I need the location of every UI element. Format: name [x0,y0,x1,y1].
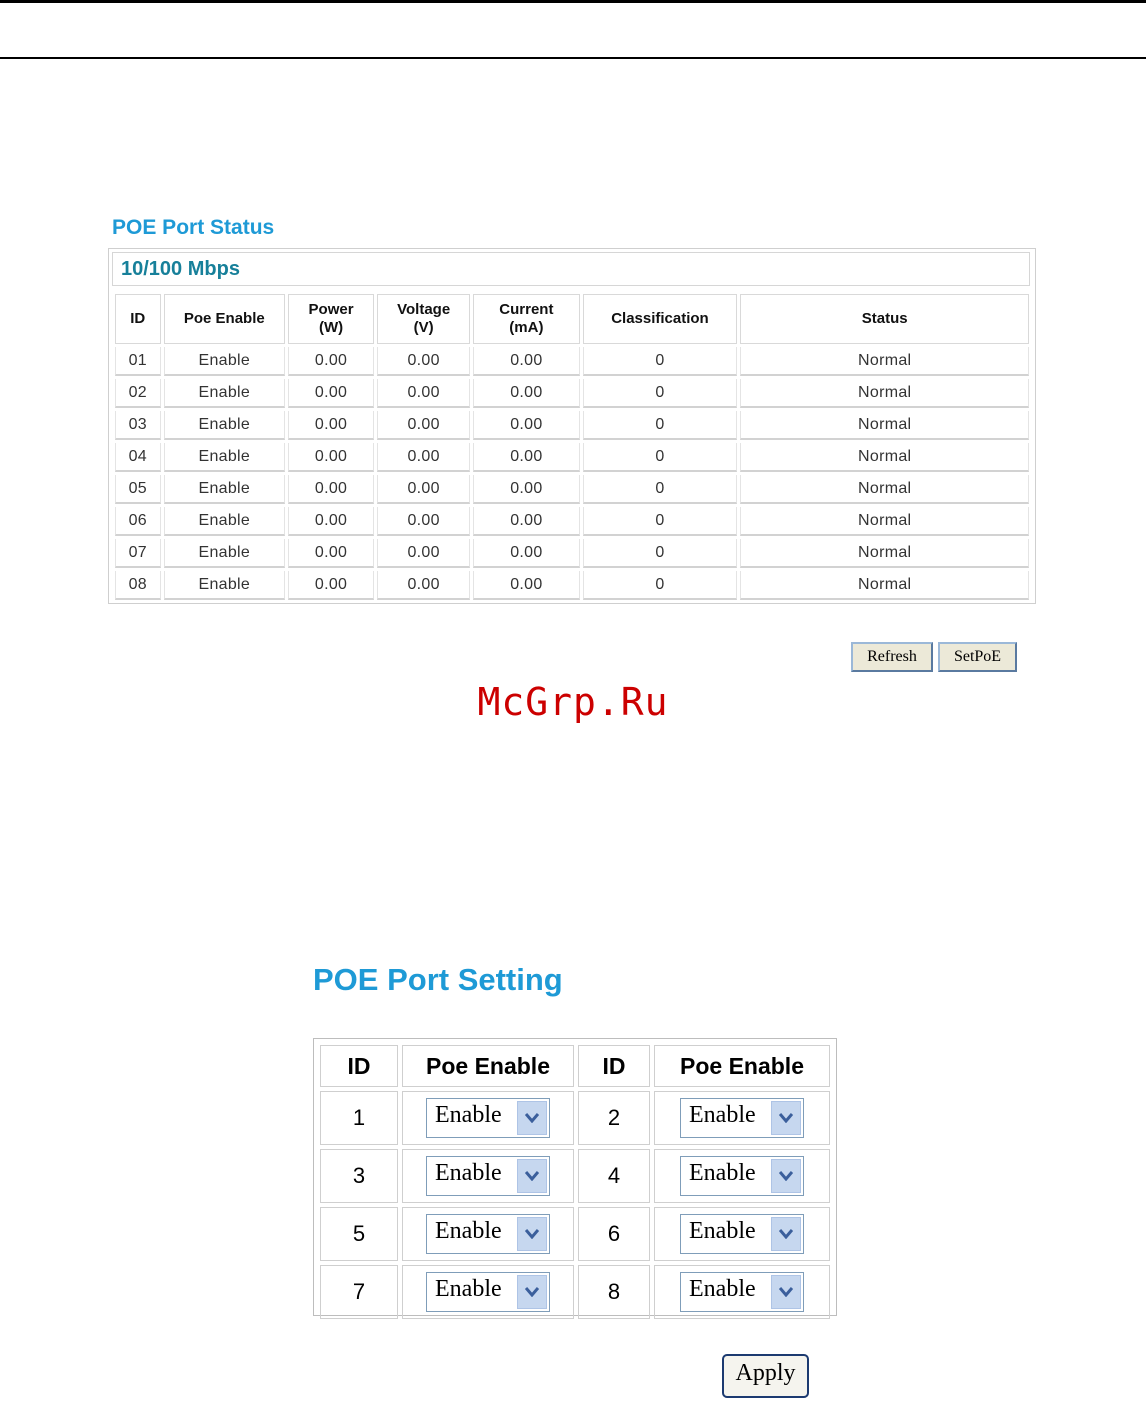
poe-port-status-panel [108,248,1036,604]
table-row [115,411,1029,440]
power-value: 0.00 [288,507,374,536]
column-header-id: ID [320,1045,398,1087]
poe-port-status-title: POE Port Status [112,216,275,239]
table-row [115,443,1029,472]
classification-value: 0 [583,411,738,440]
table-row [320,1091,830,1145]
select-value: Enable [435,1102,502,1128]
port-id: 02 [115,379,161,408]
chevron-down-icon [779,1229,793,1239]
select-arrow-button[interactable] [771,1101,801,1135]
port-id: 2 [578,1091,650,1145]
select-value: Enable [689,1276,756,1302]
classification-value: 0 [583,475,738,504]
current-value: 0.00 [473,443,579,472]
port-id: 06 [115,507,161,536]
voltage-value: 0.00 [377,475,470,504]
port-id: 6 [578,1207,650,1261]
status-value: Normal [740,539,1029,568]
chevron-down-icon [779,1113,793,1123]
poe-enable-cell [402,1149,574,1203]
status-value: Normal [740,475,1029,504]
status-header-row [115,294,1029,344]
chevron-down-icon [525,1171,539,1181]
current-value: 0.00 [473,347,579,376]
select-arrow-button[interactable] [771,1159,801,1193]
port-id: 04 [115,443,161,472]
poe-status-table [112,291,1032,603]
apply-button[interactable]: Apply [722,1354,809,1398]
classification-value: 0 [583,571,738,600]
column-header-power: Power (W) [288,294,374,344]
classification-value: 0 [583,379,738,408]
current-value: 0.00 [473,379,579,408]
table-row [115,475,1029,504]
port-id: 4 [578,1149,650,1203]
power-value: 0.00 [288,443,374,472]
select-value: Enable [435,1276,502,1302]
select-arrow-button[interactable] [517,1159,547,1193]
select-arrow-button[interactable] [517,1275,547,1309]
speed-label: 10/100 Mbps [112,252,1030,286]
poe-enable-select[interactable] [426,1272,550,1312]
poe-enable-value: Enable [164,347,285,376]
chevron-down-icon [525,1229,539,1239]
poe-enable-cell [402,1207,574,1261]
port-id: 03 [115,411,161,440]
select-value: Enable [689,1102,756,1128]
port-id: 7 [320,1265,398,1319]
status-value: Normal [740,347,1029,376]
voltage-value: 0.00 [377,539,470,568]
poe-enable-value: Enable [164,571,285,600]
poe-enable-value: Enable [164,539,285,568]
poe-enable-select[interactable] [680,1098,804,1138]
select-value: Enable [689,1218,756,1244]
poe-enable-select[interactable] [426,1156,550,1196]
column-header-id: ID [115,294,161,344]
column-header-poe-enable: Poe Enable [402,1045,574,1087]
table-row [115,507,1029,536]
status-value: Normal [740,443,1029,472]
classification-value: 0 [583,443,738,472]
port-id: 5 [320,1207,398,1261]
table-row [320,1207,830,1261]
classification-value: 0 [583,539,738,568]
poe-enable-cell [654,1207,830,1261]
poe-enable-select[interactable] [680,1214,804,1254]
voltage-value: 0.00 [377,411,470,440]
select-arrow-button[interactable] [771,1275,801,1309]
table-row [320,1265,830,1319]
voltage-value: 0.00 [377,379,470,408]
column-header-current: Current (mA) [473,294,579,344]
port-id: 8 [578,1265,650,1319]
poe-setting-table [316,1041,834,1323]
port-id: 08 [115,571,161,600]
classification-value: 0 [583,507,738,536]
power-value: 0.00 [288,379,374,408]
column-header-poe-enable: Poe Enable [654,1045,830,1087]
top-rule [0,0,1146,3]
column-header-classification: Classification [583,294,738,344]
table-row [115,347,1029,376]
poe-enable-select[interactable] [680,1272,804,1312]
refresh-button[interactable]: Refresh [851,642,933,672]
chevron-down-icon [525,1113,539,1123]
status-value: Normal [740,571,1029,600]
current-value: 0.00 [473,571,579,600]
poe-enable-value: Enable [164,475,285,504]
voltage-value: 0.00 [377,347,470,376]
watermark: McGrp.Ru [477,680,669,724]
select-value: Enable [435,1218,502,1244]
column-header-id: ID [578,1045,650,1087]
chevron-down-icon [779,1171,793,1181]
header-rule [0,57,1146,59]
table-row [115,539,1029,568]
power-value: 0.00 [288,571,374,600]
table-row [115,379,1029,408]
poe-enable-cell [654,1265,830,1319]
chevron-down-icon [779,1287,793,1297]
setpoe-button[interactable]: SetPoE [938,642,1017,672]
port-id: 05 [115,475,161,504]
power-value: 0.00 [288,411,374,440]
column-header-voltage: Voltage (V) [377,294,470,344]
voltage-value: 0.00 [377,443,470,472]
poe-enable-select[interactable] [426,1214,550,1254]
select-value: Enable [435,1160,502,1186]
poe-enable-cell [402,1265,574,1319]
table-row [115,571,1029,600]
poe-port-setting-title: POE Port Setting [313,962,563,997]
status-value: Normal [740,507,1029,536]
current-value: 0.00 [473,507,579,536]
port-id: 01 [115,347,161,376]
poe-enable-cell [402,1091,574,1145]
poe-port-setting-panel [313,1038,837,1316]
setting-header-row [320,1045,830,1087]
select-arrow-button[interactable] [517,1217,547,1251]
current-value: 0.00 [473,475,579,504]
current-value: 0.00 [473,539,579,568]
classification-value: 0 [583,347,738,376]
chevron-down-icon [525,1287,539,1297]
power-value: 0.00 [288,347,374,376]
port-id: 3 [320,1149,398,1203]
column-header-poe-enable: Poe Enable [164,294,285,344]
power-value: 0.00 [288,475,374,504]
poe-enable-value: Enable [164,443,285,472]
port-id: 1 [320,1091,398,1145]
poe-enable-cell [654,1091,830,1145]
status-value: Normal [740,379,1029,408]
table-row [320,1149,830,1203]
poe-enable-cell [654,1149,830,1203]
select-arrow-button[interactable] [771,1217,801,1251]
column-header-status: Status [740,294,1029,344]
poe-enable-select[interactable] [680,1156,804,1196]
voltage-value: 0.00 [377,507,470,536]
current-value: 0.00 [473,411,579,440]
port-id: 07 [115,539,161,568]
poe-enable-value: Enable [164,379,285,408]
select-arrow-button[interactable] [517,1101,547,1135]
poe-enable-value: Enable [164,507,285,536]
voltage-value: 0.00 [377,571,470,600]
poe-enable-value: Enable [164,411,285,440]
power-value: 0.00 [288,539,374,568]
poe-enable-select[interactable] [426,1098,550,1138]
select-value: Enable [689,1160,756,1186]
status-value: Normal [740,411,1029,440]
